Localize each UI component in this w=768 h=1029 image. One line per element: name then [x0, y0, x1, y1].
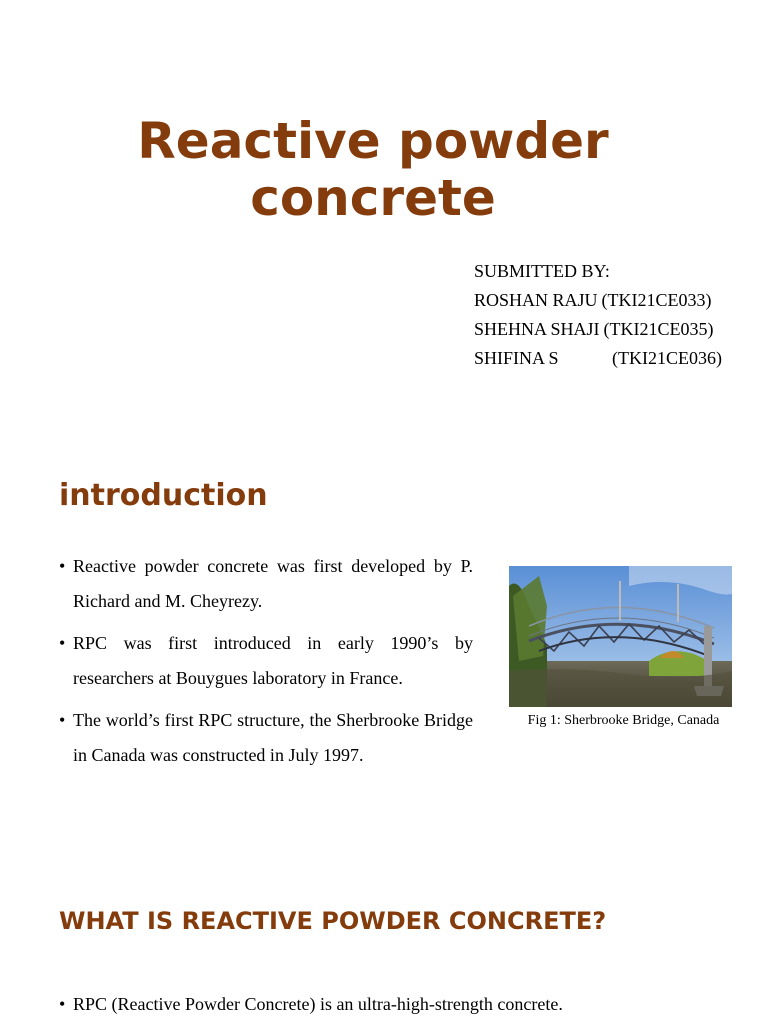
submitted-by-block	[474, 257, 744, 373]
sherbrooke-bridge-photo	[509, 566, 732, 707]
bullet-text: Reactive powder concrete was first developed by P. Richard and M. Cheyrezy.	[73, 556, 473, 611]
introduction-list	[59, 549, 473, 780]
member-name: SHIFINA S	[474, 348, 559, 368]
bullet-text: RPC was first introduced in early 1990’s by researchers at Bouygues laboratory in France.	[73, 633, 473, 688]
page-title	[0, 113, 746, 227]
member-row	[474, 344, 744, 373]
bullet-text: RPC (Reactive Powder Concrete) is an ultra-high-strength concrete.	[73, 994, 563, 1014]
list-item	[59, 703, 473, 773]
what-is-list	[59, 987, 739, 1029]
member-row	[474, 286, 744, 315]
title-line-1: Reactive powder	[137, 112, 609, 170]
submitted-heading: SUBMITTED BY:	[474, 261, 610, 281]
member-id: (TKI21CE033)	[601, 290, 712, 310]
list-item	[59, 549, 473, 619]
bullet-icon: •	[59, 633, 66, 653]
member-id: (TKI21CE036)	[612, 348, 722, 368]
what-is-heading: WHAT IS REACTIVE POWDER CONCRETE?	[59, 907, 607, 935]
member-id: (TKI21CE035)	[603, 319, 714, 339]
figure-caption: Fig 1: Sherbrooke Bridge, Canada	[527, 713, 720, 728]
member-row	[474, 315, 744, 344]
bullet-icon: •	[59, 710, 66, 730]
title-line-2: concrete	[250, 169, 496, 227]
member-name: ROSHAN RAJU	[474, 290, 598, 310]
bullet-icon: •	[59, 556, 66, 576]
bullet-text: The world’s first RPC structure, the Sherbrooke Bridge in Canada was constructed in July 1997.	[73, 710, 473, 765]
bullet-icon: •	[59, 994, 66, 1014]
member-name: SHEHNA SHAJI	[474, 319, 600, 339]
list-item	[59, 987, 739, 1022]
introduction-heading: introduction	[59, 478, 268, 513]
list-item	[59, 626, 473, 696]
